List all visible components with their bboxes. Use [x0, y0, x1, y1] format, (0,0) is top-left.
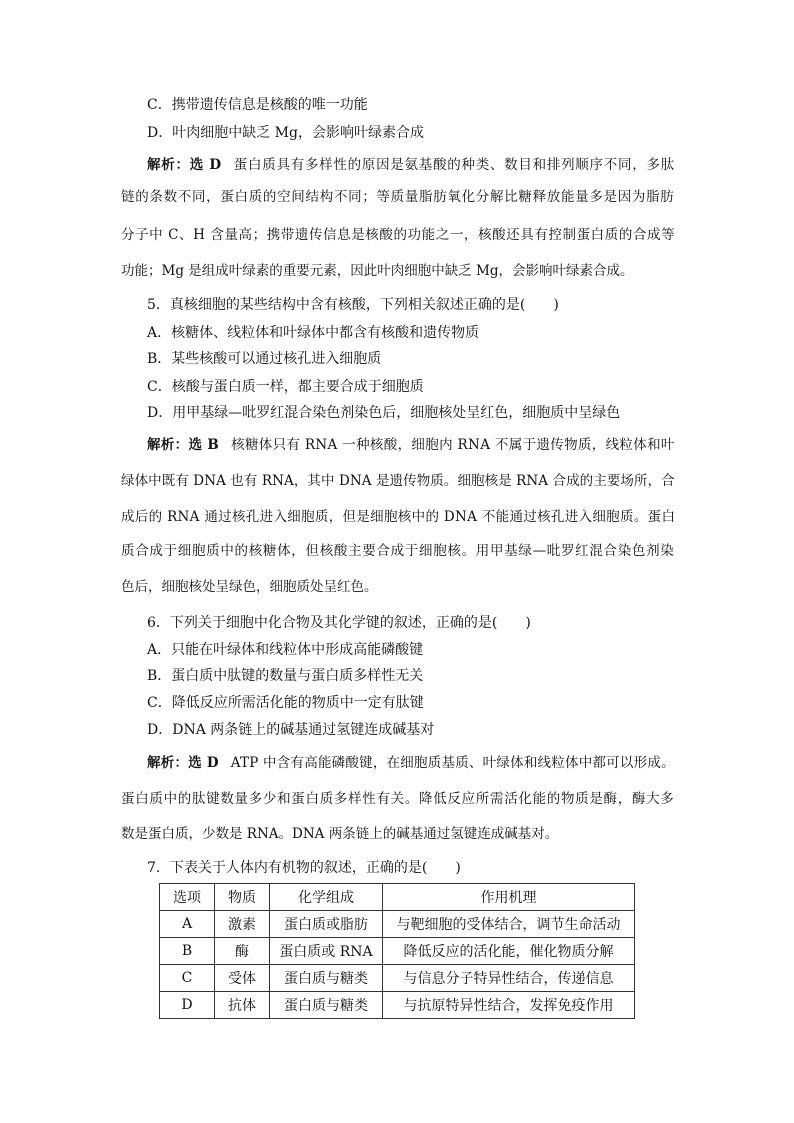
table-row	[160, 992, 635, 1019]
solution-line	[147, 436, 675, 454]
line-text: 链的条数不同，蛋白质的空间结构不同；等质量脂肪氧化分解比糖释放能量多是因为脂肪	[121, 189, 675, 205]
table-row	[160, 965, 635, 992]
question-stem	[147, 859, 461, 877]
solution-line	[147, 156, 675, 174]
table-header-cell: 化学组成	[270, 884, 383, 911]
line-text: 核糖体只有 RNA 一种核酸，细胞内 RNA 不属于遗传物质，线粒体和叶	[231, 437, 675, 453]
table-cell: 与信息分子特异性结合，传递信息	[383, 965, 635, 992]
table-cell: 蛋白质与糖类	[270, 965, 383, 992]
line-text: D．用甲基绿—吡罗红混合染色剂染色后，细胞核处呈红色，细胞质中呈绿色	[147, 405, 621, 421]
text-line	[121, 825, 558, 843]
text-line	[121, 790, 675, 808]
line-text: 成后的 RNA 通过核孔进入细胞质，但是细胞核中的 DNA 不能通过核孔进入细胞质。蛋白	[121, 509, 676, 525]
answer-option	[147, 378, 424, 396]
text-line	[121, 542, 675, 560]
answer-option	[147, 721, 434, 739]
table-cell: 蛋白质或脂肪	[270, 911, 383, 938]
table-cell: 抗体	[215, 992, 270, 1019]
answer-option	[147, 324, 479, 342]
text-line	[121, 188, 675, 206]
line-text: 7．下表关于人体内有机物的叙述，正确的是( )	[147, 860, 461, 876]
table-header-cell: 物质	[215, 884, 270, 911]
answer-option	[147, 404, 620, 422]
text-line	[121, 578, 378, 596]
table-cell: D	[160, 992, 215, 1019]
solution-label: 解析：选 B	[147, 437, 220, 453]
question-7-table	[159, 883, 635, 1019]
line-text: 蛋白质具有多样性的原因是氨基酸的种类、数目和排列顺序不同，多肽	[233, 157, 675, 173]
answer-option	[147, 641, 423, 659]
line-text: 蛋白质中的肽键数量多少和蛋白质多样性有关。降低反应所需活化能的物质是酶，酶大多	[121, 791, 675, 807]
line-text: D．叶肉细胞中缺乏 Mg，会影响叶绿素合成	[147, 125, 424, 141]
line-text: 色后，细胞核处呈绿色，细胞质处呈红色。	[121, 579, 378, 595]
table-cell: A	[160, 911, 215, 938]
line-text: 6．下列关于细胞中化合物及其化学键的叙述，正确的是( )	[147, 615, 531, 631]
text-line	[121, 508, 675, 526]
question-stem	[147, 296, 559, 314]
line-text: C．携带遗传信息是核酸的唯一功能	[147, 97, 368, 113]
line-text: 5．真核细胞的某些结构中含有核酸，下列相关叙述正确的是( )	[147, 297, 559, 313]
line-text: 数是蛋白质，少数是 RNA。DNA 两条链上的碱基通过氢键连成碱基对。	[121, 826, 559, 842]
answer-option	[147, 350, 381, 368]
table-cell: B	[160, 938, 215, 965]
table-header-cell: 选项	[160, 884, 215, 911]
line-text: A．只能在叶绿体和线粒体中形成高能磷酸键	[147, 642, 424, 658]
line-text: A．核糖体、线粒体和叶绿体中都含有核酸和遗传物质	[147, 325, 480, 341]
line-text: 绿体中既有 DNA 也有 RNA，其中 DNA 是遗传物质。细胞核是 RNA 合成的主要场所，合	[121, 473, 675, 489]
table-cell: 与靶细胞的受体结合，调节生命活动	[383, 911, 635, 938]
text-line	[121, 226, 675, 244]
answer-option	[147, 667, 423, 685]
line-text: 功能；Mg 是组成叶绿素的重要元素，因此叶肉细胞中缺乏 Mg，会影响叶绿素合成。	[121, 263, 634, 279]
text-line	[121, 472, 675, 490]
table-cell: 酶	[215, 938, 270, 965]
line-text: B．某些核酸可以通过核孔进入细胞质	[147, 351, 382, 367]
table-cell: 蛋白质与糖类	[270, 992, 383, 1019]
table-cell: 受体	[215, 965, 270, 992]
table-header-row	[160, 884, 635, 911]
table-cell: 蛋白质或 RNA	[270, 938, 383, 965]
answer-option	[147, 694, 424, 712]
solution-label: 解析：选 D	[147, 755, 219, 771]
text-line	[121, 262, 634, 280]
table-row	[160, 938, 635, 965]
line-text: B．蛋白质中肽键的数量与蛋白质多样性无关	[147, 668, 424, 684]
answer-option	[147, 96, 368, 114]
table-row	[160, 911, 635, 938]
line-text: 分子中 C、H 含量高；携带遗传信息是核酸的功能之一，核酸还具有控制蛋白质的合成等	[121, 227, 676, 243]
table-cell: 与抗原特异性结合，发挥免疫作用	[383, 992, 635, 1019]
line-text: C．降低反应所需活化能的物质中一定有肽键	[147, 695, 424, 711]
table-cell: C	[160, 965, 215, 992]
table-cell: 激素	[215, 911, 270, 938]
answer-option	[147, 124, 424, 142]
line-text: D．DNA 两条链上的碱基通过氢键连成碱基对	[147, 722, 435, 738]
solution-line	[147, 754, 675, 772]
solution-label: 解析：选 D	[147, 157, 222, 173]
line-text: 质合成于细胞质中的核糖体，但核酸主要合成于细胞核。用甲基绿—吡罗红混合染色剂染	[121, 543, 675, 559]
line-text: ATP 中含有高能磷酸键，在细胞质基质、叶绿体和线粒体中都可以形成。	[230, 755, 675, 771]
question-stem	[147, 614, 531, 632]
line-text: C．核酸与蛋白质一样，都主要合成于细胞质	[147, 379, 424, 395]
table-cell: 降低反应的活化能，催化物质分解	[383, 938, 635, 965]
table-header-cell: 作用机理	[383, 884, 635, 911]
